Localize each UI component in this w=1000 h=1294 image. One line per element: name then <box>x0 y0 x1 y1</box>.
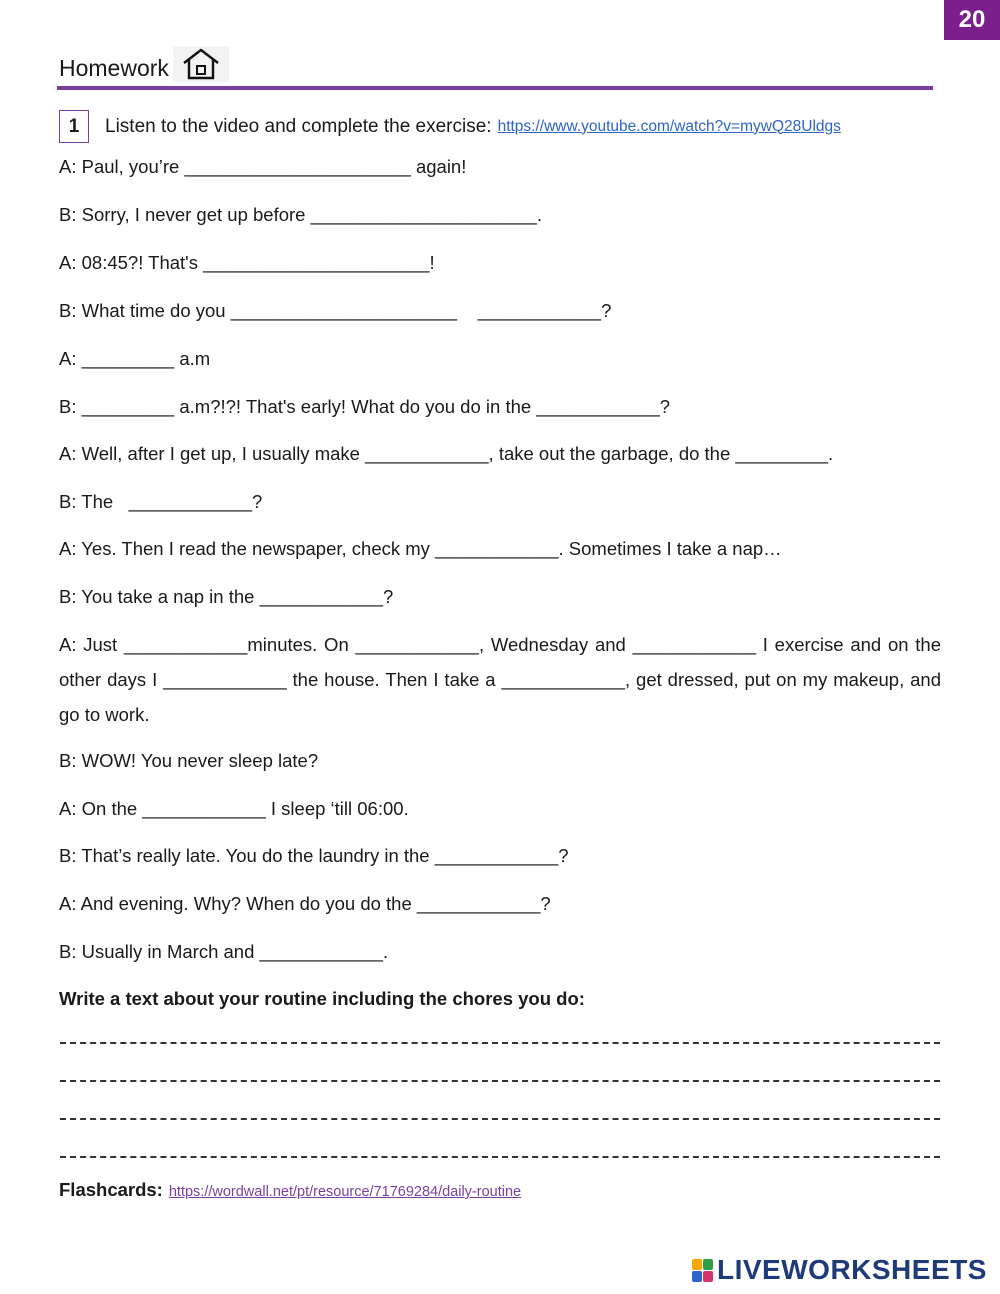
dialogue-line: A: Well, after I get up, I usually make ____________, take out the garbage, do the _________. <box>59 443 834 464</box>
dialogue-line: A: Yes. Then I read the newspaper, check my ____________. Sometimes I take a nap… <box>59 538 782 559</box>
header <box>59 46 229 82</box>
dialogue-line: B: That’s really late. You do the laundry in the ____________? <box>59 845 569 866</box>
exercise-instruction: Listen to the video and complete the exercise: <box>105 115 492 137</box>
dialogue-line: B: WOW! You never sleep late? <box>59 750 319 771</box>
exercise-instruction-row <box>59 110 841 143</box>
exercise-number: 1 <box>59 110 89 143</box>
writing-answer-line[interactable] <box>60 1080 940 1082</box>
flashcards-label: Flashcards: <box>59 1179 163 1200</box>
logo-square <box>692 1271 702 1282</box>
flashcards-row <box>59 1179 521 1201</box>
page-title: Homework <box>59 55 169 81</box>
logo-square <box>692 1259 702 1270</box>
dialogue-line: A: On the ____________ I sleep ‘till 06:00. <box>59 798 409 819</box>
dialogue-line: A: Paul, you’re ______________________ again! <box>59 156 467 177</box>
dialogue-line: A: 08:45?! That's ______________________! <box>59 252 435 273</box>
writing-answer-line[interactable] <box>60 1042 940 1044</box>
dialogue-line: A: _________ a.m <box>59 348 211 369</box>
video-link[interactable]: https://www.youtube.com/watch?v=mywQ28Uldgs <box>497 117 841 135</box>
dialogue-line: B: Sorry, I never get up before ______________________. <box>59 204 543 225</box>
writing-task-heading: Write a text about your routine including the chores you do: <box>59 988 585 1009</box>
liveworksheets-logo <box>692 1254 987 1286</box>
dialogue-paragraph: A: Just ____________minutes. On ____________, Wednesday and ____________ I exercise and on the other days I ____________ the house. Then I take a ____________, get dressed, put on my makeup, and go to work. <box>59 634 941 725</box>
dialogue-line: B: The ____________? <box>59 491 263 512</box>
house-icon <box>173 46 229 82</box>
logo-text: LIVEWORKSHEETS <box>717 1254 987 1285</box>
page-number: 20 <box>944 0 1000 40</box>
dialogue-line: B: What time do you ______________________ ____________? <box>59 300 612 321</box>
writing-answer-line[interactable] <box>60 1156 940 1158</box>
writing-answer-line[interactable] <box>60 1118 940 1120</box>
header-divider <box>57 86 933 90</box>
flashcards-link[interactable]: https://wordwall.net/pt/resource/71769284/daily-routine <box>168 1184 522 1200</box>
logo-mark-icon <box>692 1259 713 1282</box>
dialogue-line: A: And evening. Why? When do you do the ____________? <box>59 893 551 914</box>
dialogue-line: B: You take a nap in the ____________? <box>59 586 394 607</box>
logo-square <box>703 1259 713 1270</box>
dialogue-line: B: _________ a.m?!?! That's early! What do you do in the ____________? <box>59 396 671 417</box>
dialogue-line: B: Usually in March and ____________. <box>59 941 389 962</box>
logo-square <box>703 1271 713 1282</box>
